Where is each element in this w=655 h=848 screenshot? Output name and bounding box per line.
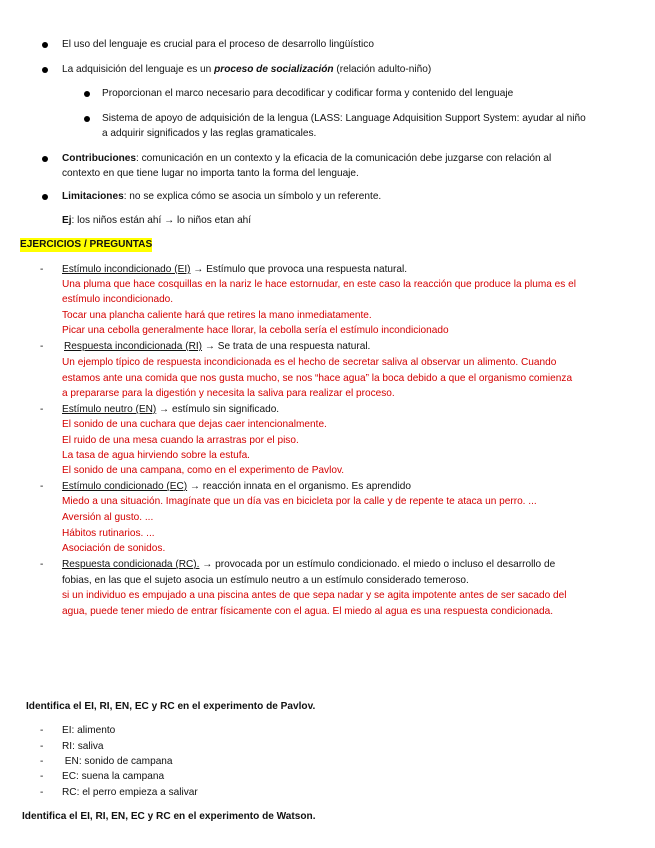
dash-marker: - — [40, 404, 44, 415]
intro-bullet-2-pre: La adquisición del lenguaje es un — [62, 64, 215, 75]
bullet-icon — [42, 67, 48, 73]
limitations-label: Limitaciones — [62, 191, 124, 202]
example-line — [62, 214, 251, 228]
en-example-4: El sonido de una campana, como en el experimento de Pavlov. — [62, 465, 345, 476]
contributions-label: Contribuciones — [62, 153, 137, 164]
ei-example-2: Tocar una plancha caliente hará que retires la mano inmediatamente. — [62, 310, 372, 321]
en-definition — [62, 403, 279, 417]
dash-marker: - — [40, 756, 44, 767]
ec-example-1: Miedo a una situación. Imagínate que un día vas en bicicleta por la calle y de repente te ataca un perro. ... — [62, 496, 537, 507]
intro-bullet-2 — [62, 63, 431, 77]
dash-marker: - — [40, 481, 44, 492]
example-text: : los niños están ahí → lo niños etan ahí — [71, 215, 252, 226]
en-example-3: La tasa de agua hirviendo sobre la estufa. — [62, 450, 250, 461]
exercises-heading: EJERCICIOS / PREGUNTAS — [20, 239, 153, 250]
rc-example-line-2: agua, puede tener miedo de entrar físicamente con el agua. El miedo al agua es una respuesta condicionada. — [62, 606, 553, 617]
dash-marker: - — [40, 341, 44, 352]
bullet-icon — [42, 156, 48, 162]
ei-example-3: Picar una cebolla generalmente hace llorar, la cebolla sería el estímulo incondicionado — [62, 325, 449, 336]
rc-example-line-1: si un individuo es empujado a una piscina antes de que sepa nadar y se agita impotente antes de ser sacado del — [62, 590, 567, 601]
ec-example-4: Asociación de sonidos. — [62, 543, 166, 554]
pavlov-item-ei: EI: alimento — [62, 725, 116, 736]
bullet-icon — [84, 116, 90, 122]
ri-term: Respuesta incondicionada (RI) — [64, 341, 203, 352]
contributions-line-1 — [62, 152, 551, 166]
ei-def: → Estímulo que provoca una respuesta natural. — [190, 264, 408, 275]
limitations — [62, 190, 381, 204]
ec-definition — [62, 480, 411, 494]
ec-term: Estímulo condicionado (EC) — [62, 481, 188, 492]
ei-term: Estímulo incondicionado (EI) — [62, 264, 191, 275]
ec-def: → reacción innata en el organismo. Es aprendido — [187, 481, 411, 492]
ri-definition — [64, 340, 370, 354]
pavlov-item-en: EN: sonido de campana — [62, 756, 173, 767]
intro-sub-bullet-2-line-2: a adquirir significados y las reglas gramaticales. — [102, 128, 317, 139]
example-label: Ej — [62, 215, 72, 226]
en-example-1: El sonido de una cuchara que dejas caer intencionalmente. — [62, 419, 327, 430]
intro-bullet-2-post: (relación adulto-niño) — [333, 64, 432, 75]
dash-marker: - — [40, 787, 44, 798]
ri-example-line-3: a prepararse para la digestión y necesita la saliva para realizar el proceso. — [62, 388, 395, 399]
bullet-icon — [84, 91, 90, 97]
pavlov-question: Identifica el EI, RI, EN, EC y RC en el experimento de Pavlov. — [26, 701, 316, 712]
rc-term: Respuesta condicionada (RC). — [62, 559, 200, 570]
en-example-2: El ruido de una mesa cuando la arrastras por el piso. — [62, 435, 299, 446]
intro-bullet-1: El uso del lenguaje es crucial para el proceso de desarrollo lingüístico — [62, 39, 374, 50]
ei-example-1-line-2: estímulo incondicionado. — [62, 294, 174, 305]
ri-def: → Se trata de una respuesta natural. — [202, 341, 371, 352]
ec-example-3: Hábitos rutinarios. ... — [62, 528, 155, 539]
limitations-text: : no se explica cómo se asocia un símbolo y un referente. — [123, 191, 382, 202]
contributions-text: : comunicación en un contexto y la eficacia de la comunicación debe juzgarse con relación al — [136, 153, 552, 164]
intro-sub-bullet-2-line-1: Sistema de apoyo de adquisición de la lengua (LASS: Language Adquisition Support System: ayudar al niño — [102, 113, 586, 124]
watson-question: Identifica el EI, RI, EN, EC y RC en el experimento de Watson. — [22, 811, 316, 822]
en-def: → estímulo sin significado. — [156, 404, 280, 415]
dash-marker: - — [40, 741, 44, 752]
contributions-line-2: contexto en que tiene lugar no importa tanto la forma del lenguaje. — [62, 168, 359, 179]
dash-marker: - — [40, 264, 44, 275]
ei-definition — [62, 263, 407, 277]
intro-bullet-2-emphasis: proceso de socialización — [214, 64, 334, 75]
ei-example-1-line-1: Una pluma que hace cosquillas en la nariz le hace estornudar, en este caso la reacción que produce la pluma es el — [62, 279, 576, 290]
ec-example-2: Aversión al gusto. ... — [62, 512, 154, 523]
intro-sub-bullet-1: Proporcionan el marco necesario para decodificar y codificar forma y contenido del lenguaje — [102, 88, 514, 99]
dash-marker: - — [40, 771, 44, 782]
rc-def: → provocada por un estímulo condicionado. el miedo o incluso el desarrollo de — [199, 559, 556, 570]
en-term: Estímulo neutro (EN) — [62, 404, 157, 415]
ri-example-line-1: Un ejemplo típico de respuesta incondicionada es el hecho de secretar saliva al observar un alimento. Cuando — [62, 357, 557, 368]
ri-example-line-2: estamos ante una comida que nos gusta mucho, se nos “hace agua” la boca debido a que el organismo comienza — [62, 373, 573, 384]
rc-definition-line-1 — [62, 558, 555, 572]
dash-marker: - — [40, 559, 44, 570]
pavlov-item-rc: RC: el perro empieza a salivar — [62, 787, 198, 798]
rc-definition-line-2: fobias, en las que el sujeto asocia un estímulo neutro a un estímulo considerado temeroso. — [62, 575, 469, 586]
pavlov-item-ri: RI: saliva — [62, 741, 104, 752]
bullet-icon — [42, 194, 48, 200]
dash-marker: - — [40, 725, 44, 736]
bullet-icon — [42, 42, 48, 48]
pavlov-item-ec: EC: suena la campana — [62, 771, 165, 782]
